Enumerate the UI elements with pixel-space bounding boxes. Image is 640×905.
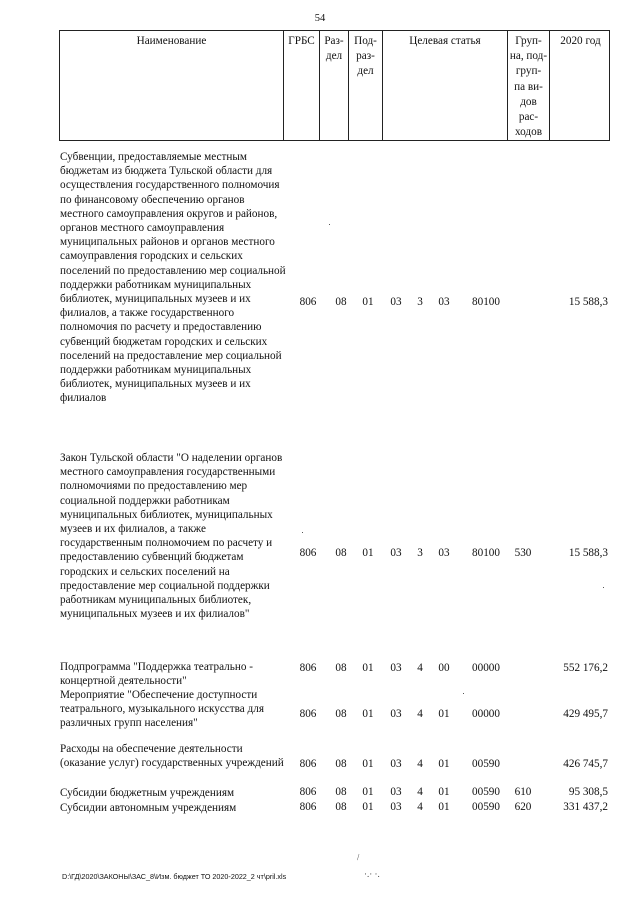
scan-mark: ·.· ·. xyxy=(364,869,380,879)
file-path-footer: D:\ГД\2020\ЗАКОНЫ\ЗАС_8\Изм. бюджет ТО 2020-2022_2 чт\pril.xls xyxy=(62,872,287,881)
header-podrazdel: Под- раз- дел xyxy=(349,31,383,140)
page-number: 54 xyxy=(314,13,326,24)
row-amount: 331 437,2 xyxy=(563,801,608,813)
row-name: Мероприятие "Обеспечение доступности театрального, музыкального искусства для различных групп населения" xyxy=(60,689,264,730)
row-name: Субсидии автономным учреждениям xyxy=(60,802,237,814)
row-amount: 95 308,5 xyxy=(568,786,608,798)
header-year: 2020 год xyxy=(560,35,601,47)
row-target-1: 03 xyxy=(390,708,402,720)
row-grbs: 806 xyxy=(299,547,317,559)
row-target-3: 00 xyxy=(438,662,450,674)
row-podrazdel: 01 xyxy=(362,662,374,674)
row-target-1: 03 xyxy=(390,758,402,770)
row-target-2: 3 xyxy=(417,296,423,308)
row-podrazdel: 01 xyxy=(362,708,374,720)
header-group: Груп- на, под- груп- па ви- дов рас- ходов xyxy=(508,31,550,140)
row-target-4: 00590 xyxy=(472,801,500,813)
row-name: Подпрограмма "Поддержка театрально - концертной деятельности" xyxy=(60,661,253,688)
row-target-4: 00000 xyxy=(472,662,500,674)
row-target-4: 80100 xyxy=(472,547,500,559)
row-razdel: 08 xyxy=(335,547,347,559)
row-target-2: 4 xyxy=(417,786,423,798)
row-razdel: 08 xyxy=(335,801,347,813)
row-target-4: 80100 xyxy=(472,296,500,308)
row-podrazdel: 01 xyxy=(362,758,374,770)
row-target-1: 03 xyxy=(390,296,402,308)
row-target-2: 4 xyxy=(417,801,423,813)
row-amount: 552 176,2 xyxy=(563,662,608,674)
row-target-1: 03 xyxy=(390,662,402,674)
row-razdel: 08 xyxy=(335,758,347,770)
scan-mark: \ xyxy=(354,852,363,862)
row-podrazdel: 01 xyxy=(362,296,374,308)
row-target-3: 01 xyxy=(438,758,450,770)
row-name: Субвенции, предоставляемые местным бюджетам из бюджета Тульской области для осуществления государственного полномочия по финансовому обеспечению органов местного самоуправления округов и районов, органов местного самоуправления муниципальных районов и органов местного самоуправления городских и сельских поселений по предоставлению мер социальной поддержки работникам муниципальных библиотек, муниципальных музеев и их филиалов, а также государственного полномочия по расчету и предоставлению субвенций бюджетам городских и сельских поселений на предоставление мер социальной поддержки работникам муниципальных библиотек, муниципальных музеев и их филиалов xyxy=(60,151,286,405)
row-podrazdel: 01 xyxy=(362,786,374,798)
row-name: Закон Тульской области "О наделении органов местного самоуправления государственными полномочиями по предоставлению мер социальной поддержки работникам муниципальных библиотек, муниципальных музеев и их филиалов, а также государственным полномочием по расчету и предоставлению субвенций бюджетам городских и сельских поселений на предоставление мер социальной поддержки работникам муниципальных библиотек, муниципальных музеев и их филиалов" xyxy=(60,452,283,621)
row-target-2: 3 xyxy=(417,547,423,559)
row-target-2: 4 xyxy=(417,758,423,770)
row-target-4: 00000 xyxy=(472,708,500,720)
header-grbs: ГРБС xyxy=(284,31,320,140)
row-grbs: 806 xyxy=(299,662,317,674)
table-header xyxy=(59,30,610,141)
row-name: Расходы на обеспечение деятельности (оказание услуг) государственных учреждений xyxy=(60,743,284,770)
row-amount: 429 495,7 xyxy=(563,708,608,720)
scan-speck xyxy=(302,532,303,533)
row-target-3: 01 xyxy=(438,708,450,720)
row-name: Субсидии бюджетным учреждениям xyxy=(60,787,235,799)
row-grbs: 806 xyxy=(299,758,317,770)
row-vr: 610 xyxy=(514,786,532,798)
row-target-4: 00590 xyxy=(472,786,500,798)
row-grbs: 806 xyxy=(299,801,317,813)
row-target-1: 03 xyxy=(390,547,402,559)
row-amount: 15 588,3 xyxy=(568,296,608,308)
row-vr: 620 xyxy=(514,801,532,813)
row-target-3: 03 xyxy=(438,296,450,308)
header-razdel: Раз- дел xyxy=(320,31,349,140)
row-target-2: 4 xyxy=(417,708,423,720)
row-razdel: 08 xyxy=(335,296,347,308)
row-target-2: 4 xyxy=(417,662,423,674)
scan-speck xyxy=(329,224,330,225)
row-target-3: 03 xyxy=(438,547,450,559)
row-amount: 426 745,7 xyxy=(563,758,608,770)
row-podrazdel: 01 xyxy=(362,547,374,559)
row-target-3: 01 xyxy=(438,801,450,813)
row-podrazdel: 01 xyxy=(362,801,374,813)
row-grbs: 806 xyxy=(299,786,317,798)
row-vr: 530 xyxy=(514,547,532,559)
row-razdel: 08 xyxy=(335,708,347,720)
header-target: Целевая статья xyxy=(383,31,508,140)
row-amount: 15 588,3 xyxy=(568,547,608,559)
scan-speck xyxy=(603,587,604,588)
row-target-1: 03 xyxy=(390,786,402,798)
row-razdel: 08 xyxy=(335,662,347,674)
header-name: Наименование xyxy=(60,31,284,140)
row-razdel: 08 xyxy=(335,786,347,798)
row-target-1: 03 xyxy=(390,801,402,813)
row-target-4: 00590 xyxy=(472,758,500,770)
scan-speck xyxy=(463,693,464,694)
row-grbs: 806 xyxy=(299,708,317,720)
row-target-3: 01 xyxy=(438,786,450,798)
row-grbs: 806 xyxy=(299,296,317,308)
